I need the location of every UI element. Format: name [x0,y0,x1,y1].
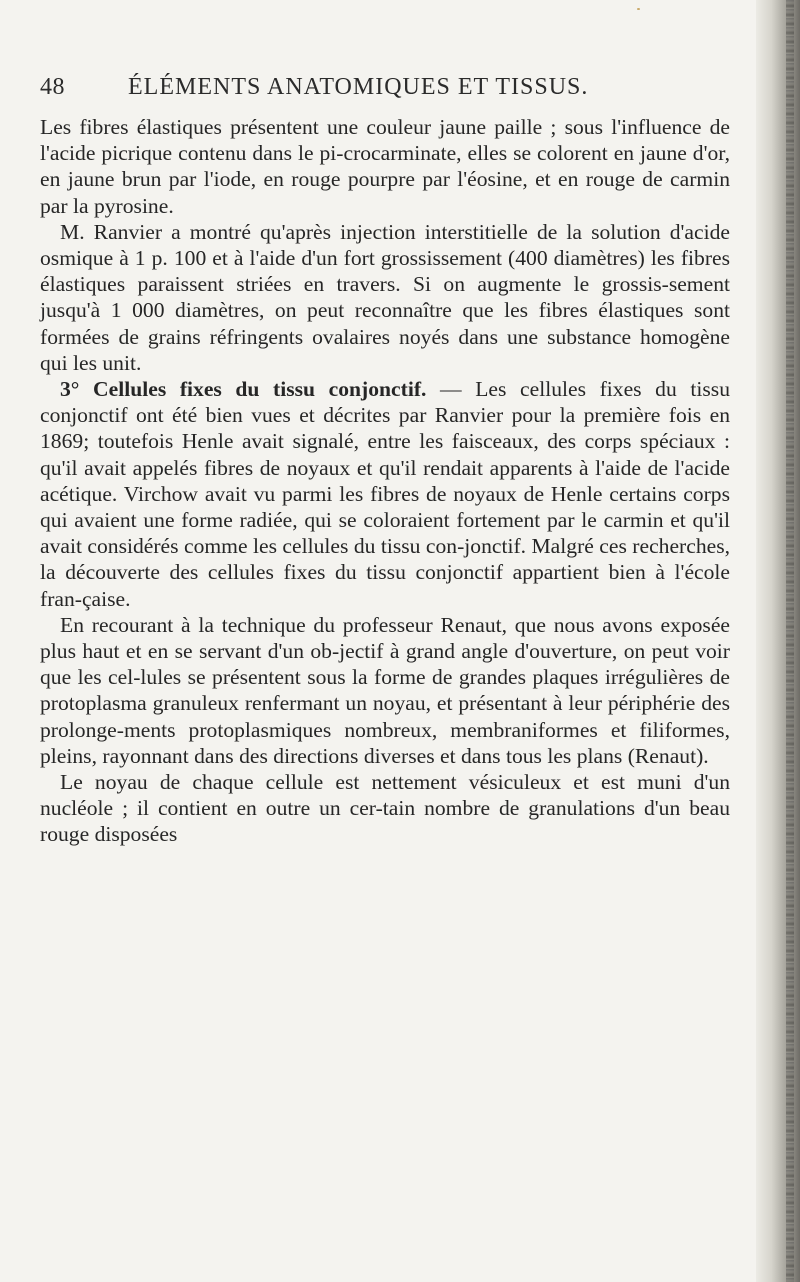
paragraph-nucleus: Le noyau de chaque cellule est nettement vésiculeux et est muni d'un nucléole ; il contient en outre un cer-tain nombre de granulations d'un beau rouge disposées [40,770,730,847]
paragraph-renaut-technique: En recourant à la technique du professeur Renaut, que nous avons exposée plus haut et en se servant d'un ob-jectif à grand angle d'ouverture, on peut voir que les cel-lules se présentent sous la forme de grandes plaques irrégulières de protoplasma granuleux renfermant un noyau, et présentant à leur périphérie des prolonge-ments protoplasmiques nombreux, membraniformes et filiformes, pleins, rayonnant dans des directions diverses et dans tous les plans (Renaut). [40,612,730,768]
paragraph-fixed-cells [40,376,730,612]
body-text [40,114,730,848]
page-binding-edge [756,0,800,1282]
paragraph-elastic-fibres-color: Les fibres élastiques présentent une couleur jaune paille ; sous l'influence de l'acide picrique contenu dans le pi-crocarminate, elles se colorent en jaune d'or, en jaune brun par l'iode, en rouge pourpre par l'éosine, et en rouge de carmin par la pyrosine. [40,115,730,218]
page-number: 48 [40,74,65,100]
running-head [40,74,680,108]
paragraph-fixed-cells-text: — Les cellules fixes du tissu conjonctif ont été bien vues et décrites par Ranvier pour la première fois en 1869; toutefois Henle avait signalé, entre les faisceaux, des corps spéciaux : qu'il avait appelés fibres de noyaux et qu'il rendait apparents à l'aide de l'acide acétique. Virchow avait vu parmi les fibres de noyaux de Henle certains corps qui avaient une forme radiée, qui se coloraient fortement par le carmin et qu'il avait considérés comme les cellules du tissu con-jonctif. Malgré ces recherches, la découverte des cellules fixes du tissu conjonctif appartient bien à l'école fran-çaise. [40,377,730,611]
paragraph-ranvier-injection: M. Ranvier a montré qu'après injection interstitielle de la solution d'acide osmique à 1 p. 100 et à l'aide d'un fort grossissement (400 diamètres) les fibres élastiques paraissent striées en travers. Si on augmente le grossis-sement jusqu'à 1 000 diamètres, on peut reconnaître que les fibres élastiques sont formées de grains réfringents ovalaires noyés dans une substance homogène qui les unit. [40,219,730,375]
section-heading: 3° Cellules fixes du tissu conjonctif. [60,377,427,402]
running-title: ÉLÉMENTS ANATOMIQUES ET TISSUS. [128,74,589,100]
paper-speck [637,8,640,10]
